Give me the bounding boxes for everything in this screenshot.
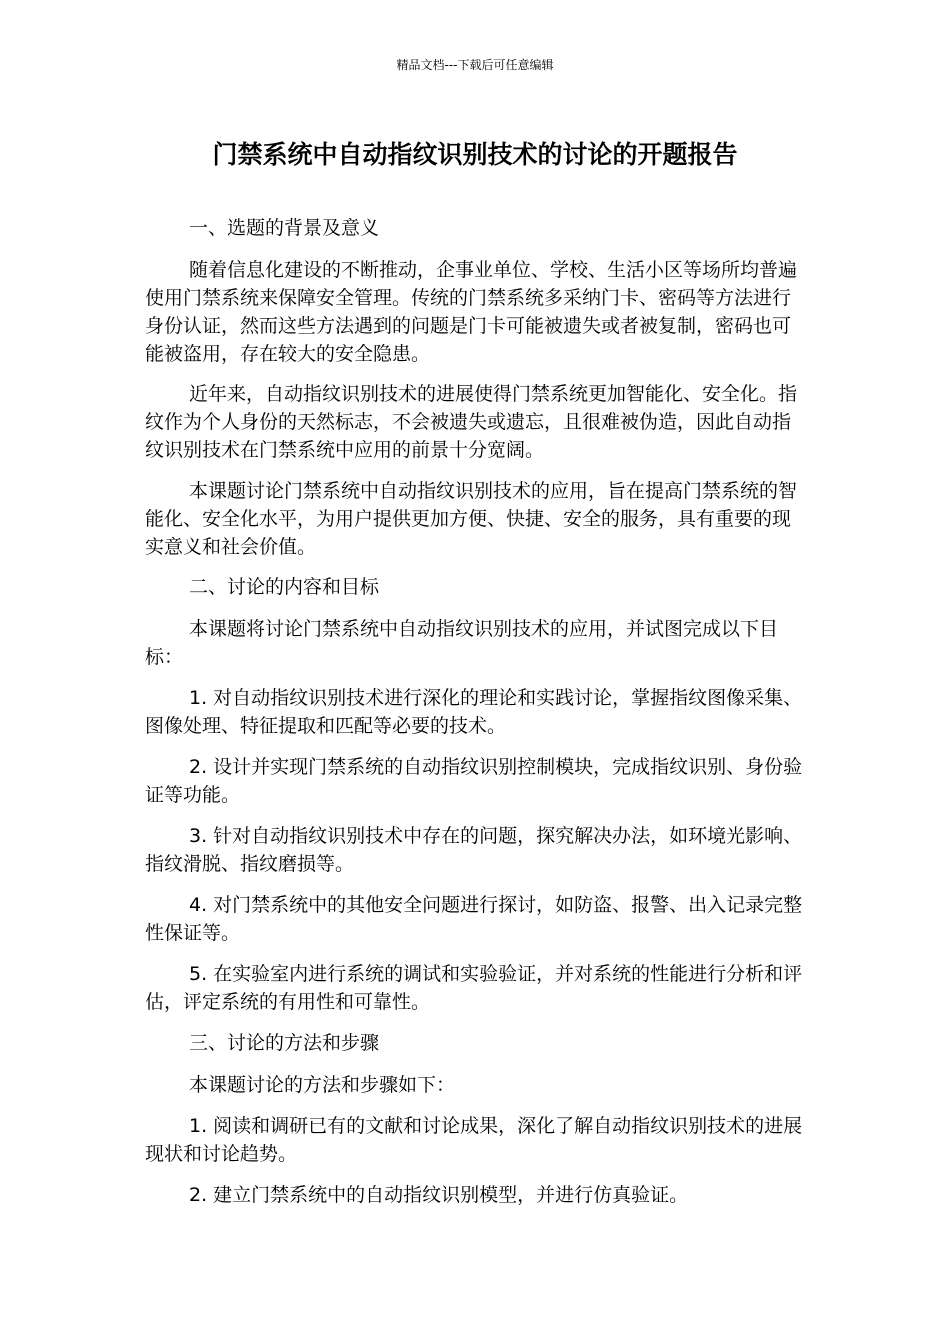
document-title: 门禁系统中自动指纹识别技术的讨论的开题报告 [212, 140, 738, 169]
method-step-1: 1. 阅读和调研已有的文献和讨论成果，深化了解自动指纹识别技术的进展现状和讨论趋势。 [145, 1115, 803, 1165]
paragraph-goals-intro: 本课题将讨论门禁系统中自动指纹识别技术的应用，并试图完成以下目标： [145, 618, 779, 668]
page-header-watermark: 精品文档---下载后可任意编辑 [396, 58, 554, 72]
section-heading-content-goals: 二、讨论的内容和目标 [189, 576, 380, 598]
paragraph-background-3: 本课题讨论门禁系统中自动指纹识别技术的应用，旨在提高门禁系统的智能化、安全化水平，为用户提供更加方便、快捷、安全的服务，具有重要的现实意义和社会价值。 [145, 480, 798, 558]
paragraph-background-2: 近年来，自动指纹识别技术的进展使得门禁系统更加智能化、安全化。指纹作为个人身份的天然标志，不会被遗失或遗忘，且很难被伪造，因此自动指纹识别技术在门禁系统中应用的前景十分宽阔。 [145, 383, 798, 461]
goal-item-5: 5. 在实验室内进行系统的调试和实验验证，并对系统的性能进行分析和评估，评定系统的有用性和可靠性。 [145, 963, 803, 1013]
paragraph-background-1: 随着信息化建设的不断推动，企事业单位、学校、生活小区等场所均普遍使用门禁系统来保障安全管理。传统的门禁系统多采纳门卡、密码等方法进行身份认证，然而这些方法遇到的问题是门卡可能被遗失或者被复制，密码也可能被盗用，存在较大的安全隐患。 [145, 259, 798, 365]
section-heading-methods: 三、讨论的方法和步骤 [189, 1032, 380, 1054]
goal-item-4: 4. 对门禁系统中的其他安全问题进行探讨，如防盗、报警、出入记录完整性保证等。 [145, 894, 803, 944]
goal-item-3: 3. 针对自动指纹识别技术中存在的问题，探究解决办法，如环境光影响、指纹滑脱、指纹磨损等。 [145, 825, 803, 875]
method-step-2: 2. 建立门禁系统中的自动指纹识别模型，并进行仿真验证。 [189, 1184, 689, 1206]
goal-item-1: 1. 对自动指纹识别技术进行深化的理论和实践讨论，掌握指纹图像采集、图像处理、特征提取和匹配等必要的技术。 [145, 687, 803, 737]
section-heading-background: 一、选题的背景及意义 [189, 217, 380, 239]
paragraph-methods-intro: 本课题讨论的方法和步骤如下： [189, 1074, 456, 1096]
goal-item-2: 2. 设计并实现门禁系统的自动指纹识别控制模块，完成指纹识别、身份验证等功能。 [145, 756, 803, 806]
